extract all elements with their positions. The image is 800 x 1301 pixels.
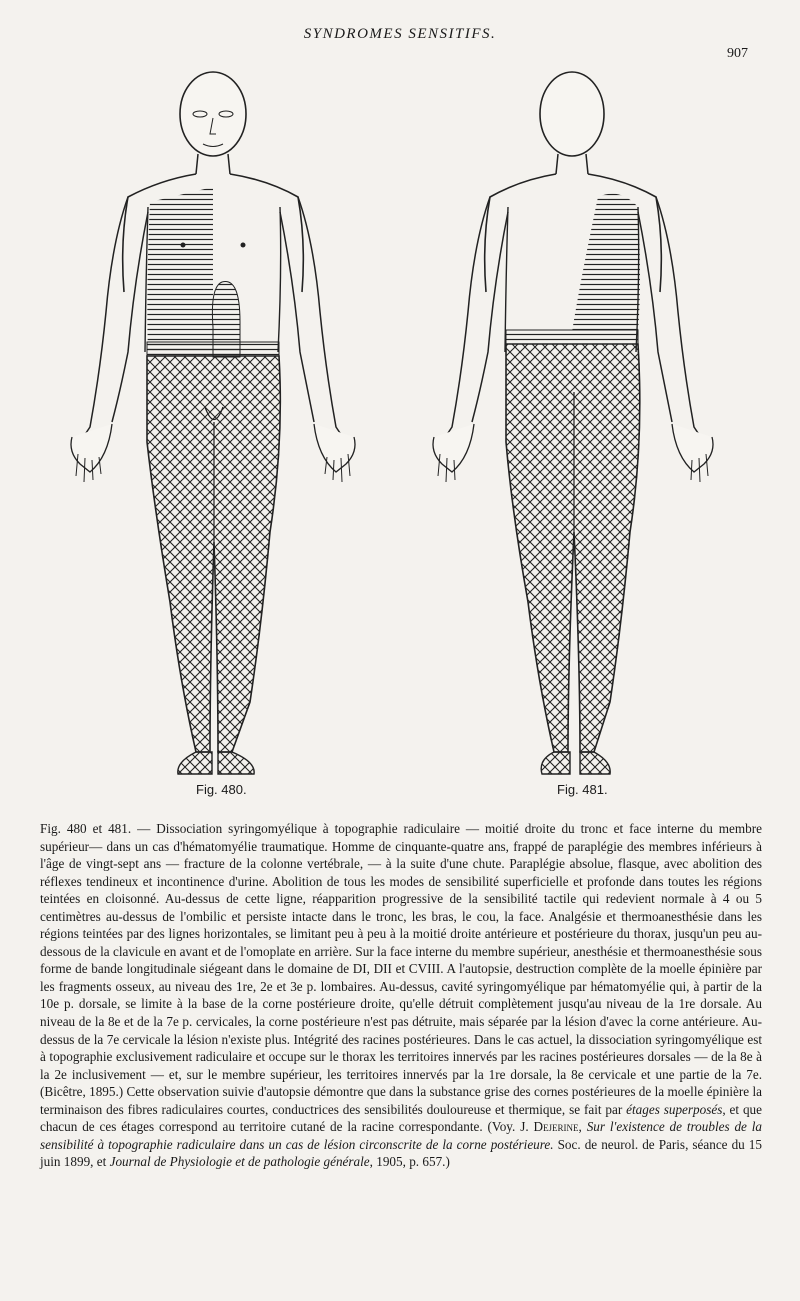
caption-text-4: Soc. de neurol. de Paris, séance du 15 juin 1899, et <box>40 1136 762 1170</box>
front-body-figure <box>71 72 355 774</box>
caption-text-1: Fig. 480 et 481. — Dissociation syringomyélique à topographie radiculaire — moitié droite du tronc et face interne du membre supérieur— dans un cas d'hématomyélie traumatique. Homme de cinquante-quatre ans, frappé de paraplégie des membres inférieurs à l'âge de vingt-sept ans — fracture de la colonne vertébrale, — à la suite d'une chute. Paraplégie absolue, flasque, avec abolition des réflexes tendineux et incontinence d'urine. Abolition de tous les modes de sensibilité superficielle et profonde dans toutes les régions teintées en cloisonné. Au-dessus de cette ligne, réapparition progressive de la sensibilité tactile qui redevient normale à 4 ou 5 centimètres au-dessus de l'ombilic et persiste intacte dans le tronc, les bras, le cou, la face. Analgésie et thermoanesthésie dans les régions teintées par des lignes horizontales, se limitant peu à peu à la moitié droite antérieure et postérieure du thorax, jusqu'un peu au-dessous de la clavicule en avant et de l'omoplate en arrière. Sur la face interne du membre supérieur, anesthésie et thermoanesthésie sous forme de bande longitudinale siégeant dans le domaine de DI, DII et CVIII. A l'autopsie, destruction complète de la moelle épinière par les fragments osseux, au niveau des 1re, 2e et 3e p. lombaires. Au-dessus, cavité syringomyélique par hématomyélie qui, à partir de la 10e p. dorsale, se limite à la base de la corne postérieure droite, qu'elle détruit complètement jusqu'au niveau de la 1re dorsale. Au niveau de la 8e et de la 7e p. cervicales, la corne postérieure n'est pas détruite, mais séparée par la lésion d'avec la corne antérieure. Au-dessus de la 7e cervicale la lésion n'existe plus. Intégrité des racines postérieures. Dans le cas actuel, la dissociation syringomyélique est à topographie exclusivement radiculaire et occupe sur le thorax les territoires innervés par les racines postérieures dorsales — de la 8e à la 2e inclusivement — et, sur le membre supérieur, les territoires innervés par la 1re dorsale, la 8e cervicale et une partie de la 7e. (Bicêtre, 1895.) Cette observation suivie d'autopsie démontre que dans la substance grise des cornes postérieures de la moelle épinière la terminaison des fibres radiculaires courtes, conductrices des sensibilités douloureuse et thermique, se fait par <box>40 821 762 1117</box>
caption-italic-3: Journal de Physiologie et de pathologie générale <box>109 1154 370 1170</box>
page-number: 907 <box>727 46 748 61</box>
figure-label-480: Fig. 480. <box>196 782 247 797</box>
running-title: SYNDROMES SENSITIFS. <box>303 26 497 42</box>
figure-caption <box>40 820 762 1171</box>
figure-label-481: Fig. 481. <box>557 782 608 797</box>
caption-text-3: , <box>578 1119 587 1135</box>
back-body-figure <box>433 72 713 774</box>
caption-text-2: , et que chacun de ces étages correspond au territoire cutané de la racine correspondante. (Voy. J. <box>40 1101 762 1135</box>
caption-author: Dejerine <box>533 1119 579 1135</box>
caption-text-5: , 1905, p. 657.) <box>369 1154 450 1170</box>
caption-italic-1: étages superposés <box>626 1101 723 1117</box>
caption-italic-2: Sur l'existence de troubles de la sensibilité à topographie radiculaire dans un cas de lésion circonscrite de la corne postérieure. <box>40 1119 763 1152</box>
anatomical-figure <box>50 62 750 802</box>
